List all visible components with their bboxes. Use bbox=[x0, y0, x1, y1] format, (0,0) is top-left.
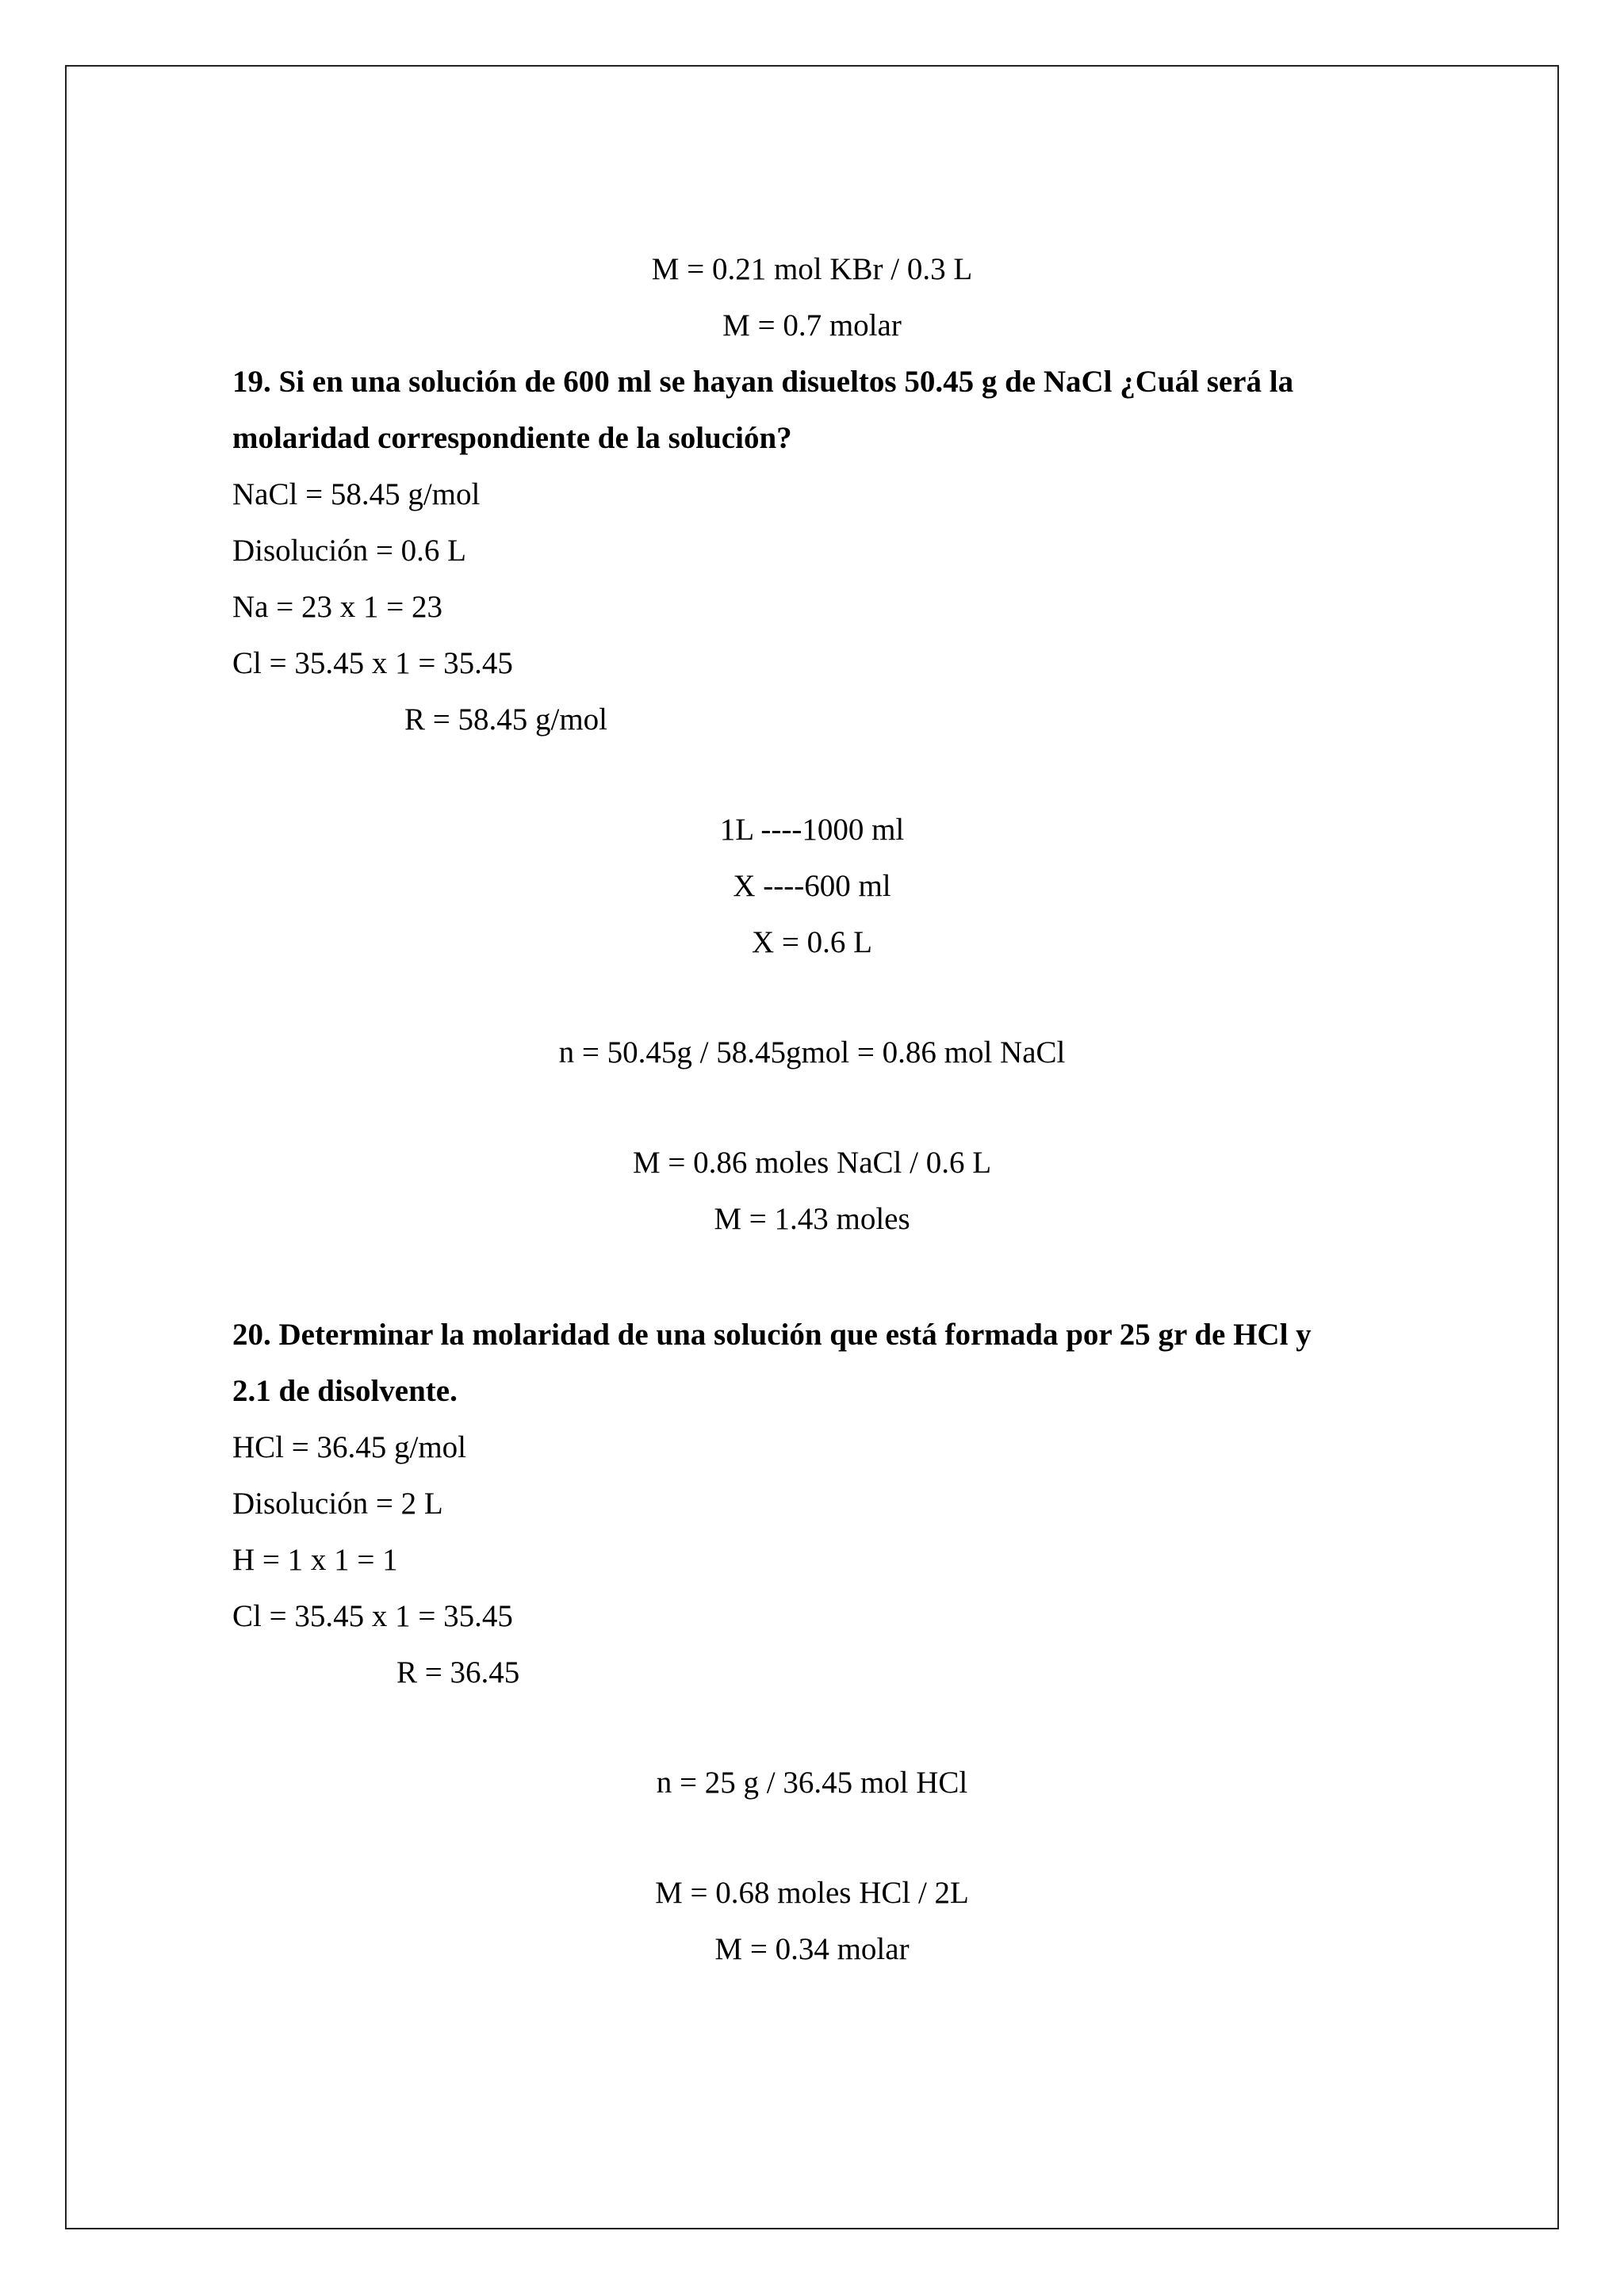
q19-data-line: Na = 23 x 1 = 23 bbox=[232, 590, 442, 624]
q20-data-line: H = 1 x 1 = 1 bbox=[232, 1543, 398, 1577]
q19-molar-mass-result: R = 58.45 g/mol bbox=[404, 702, 608, 737]
q19-data-line: Disolución = 0.6 L bbox=[232, 534, 466, 568]
q19-molarity-formula: M = 0.86 moles NaCl / 0.6 L bbox=[632, 1146, 992, 1180]
prev-molarity-formula: M = 0.21 mol KBr / 0.3 L bbox=[651, 252, 973, 286]
q19-data-line: NaCl = 58.45 g/mol bbox=[232, 477, 481, 511]
q20-data-line: Disolución = 2 L bbox=[232, 1487, 443, 1521]
q20-molar-mass-result: R = 36.45 bbox=[396, 1655, 520, 1689]
q19-data-line: Cl = 35.45 x 1 = 35.45 bbox=[232, 646, 513, 680]
q19-conversion-line: 1L ----1000 ml bbox=[719, 813, 905, 847]
q20-data-line: HCl = 36.45 g/mol bbox=[232, 1430, 467, 1464]
q19-moles-calc: n = 50.45g / 58.45gmol = 0.86 mol NaCl bbox=[558, 1035, 1066, 1070]
q20-moles-calc: n = 25 g / 36.45 mol HCl bbox=[656, 1766, 968, 1800]
q20-data-line: Cl = 35.45 x 1 = 35.45 bbox=[232, 1599, 513, 1633]
q19-conversion-line: X = 0.6 L bbox=[752, 925, 872, 959]
q19-title-line2: molaridad correspondiente de la solución? bbox=[232, 421, 792, 455]
q19-molarity-result: M = 1.43 moles bbox=[714, 1202, 910, 1236]
q20-title-line2: 2.1 de disolvente. bbox=[232, 1374, 458, 1408]
q20-molarity-result: M = 0.34 molar bbox=[714, 1932, 910, 1966]
prev-molarity-result: M = 0.7 molar bbox=[722, 308, 902, 342]
q20-molarity-formula: M = 0.68 moles HCl / 2L bbox=[655, 1876, 969, 1910]
q19-conversion-line: X ----600 ml bbox=[733, 869, 891, 903]
q19-title-line1: 19. Si en una solución de 600 ml se hayan disueltos 50.45 g de NaCl ¿Cuál será la bbox=[232, 365, 1294, 399]
q20-title-line1: 20. Determinar la molaridad de una solución que está formada por 25 gr de HCl y bbox=[232, 1318, 1312, 1352]
